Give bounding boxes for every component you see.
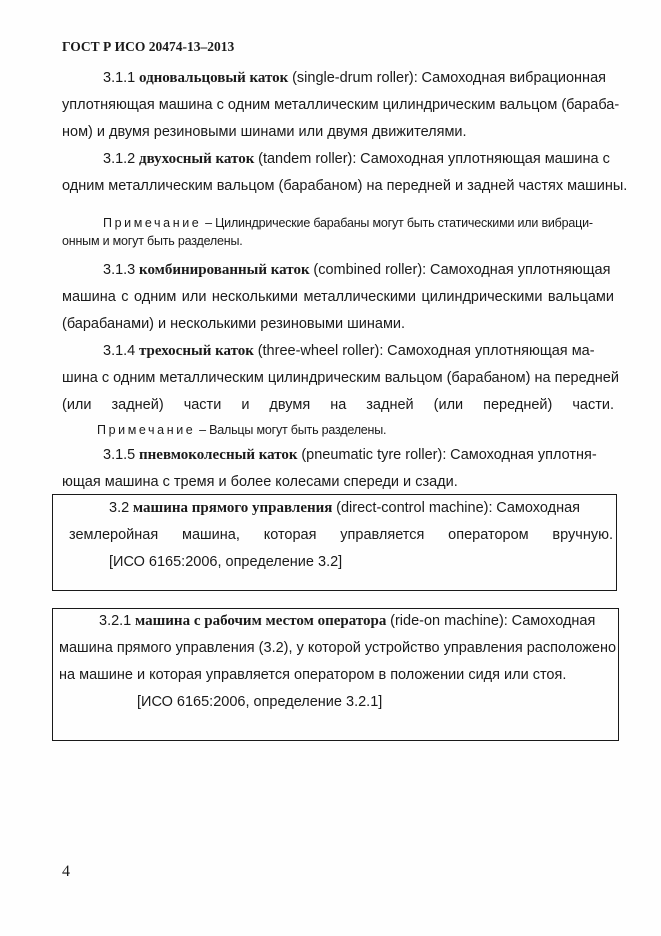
- term-english: (combined roller):: [313, 262, 427, 278]
- term-definition: (или задней) части и двумя на задней (или передней) части.: [62, 397, 614, 413]
- term-name: машина с рабочим местом оператора: [135, 613, 387, 629]
- term-definition: на машине и которая управляется оператором в положении сидя или стоя.: [59, 667, 567, 683]
- term-definition: ющая машина с тремя и более колесами спереди и сзади.: [62, 474, 458, 490]
- term-definition: машина прямого управления (3.2), у которой устройство управления расположено: [59, 640, 617, 656]
- term-name: двухосный каток: [139, 151, 255, 167]
- term-number: 3.1.2: [103, 151, 136, 167]
- term-number: 3.1.4: [103, 343, 136, 359]
- term-definition: Самоходная: [496, 500, 581, 516]
- term-definition: Самоходная вибрационная: [421, 70, 606, 86]
- note-text: – Цилиндрические барабаны могут быть статическими или вибраци-: [205, 216, 593, 230]
- term-definition: (барабанами) и несколькими резиновыми шинами.: [62, 316, 406, 332]
- term-number: 3.1.1: [103, 70, 136, 86]
- term-definition: одним металлическим вальцом (барабаном) на передней и задней частях машины.: [62, 178, 628, 194]
- term-box-3-2: [52, 494, 617, 591]
- term-name: пневмоколесный каток: [139, 447, 298, 463]
- term-english: (three-wheel roller):: [257, 343, 384, 359]
- term-name: трехосный каток: [139, 343, 254, 359]
- term-definition: Самоходная уплотня-: [450, 447, 597, 463]
- note-text: онным и могут быть разделены.: [62, 234, 243, 248]
- term-definition: машина с одним или несколькими металлическими цилиндрическими вальцами: [62, 289, 614, 305]
- term-english: (direct-control machine):: [336, 500, 493, 516]
- term-definition: Самоходная уплотняющая ма-: [387, 343, 595, 359]
- term-definition: Самоходная: [511, 613, 596, 629]
- page-number: 4: [62, 863, 70, 880]
- term-definition: землеройная машина, которая управляется оператором вручную.: [69, 527, 613, 543]
- term-english: (pneumatic tyre roller):: [301, 447, 447, 463]
- term-english: (ride-on machine):: [390, 613, 508, 629]
- term-box-3-2-1: [52, 608, 619, 741]
- term-reference: [ИСО 6165:2006, определение 3.2.1]: [137, 694, 383, 710]
- note-label: Примечание: [97, 423, 196, 437]
- term-number: 3.1.5: [103, 447, 136, 463]
- term-reference: [ИСО 6165:2006, определение 3.2]: [109, 554, 343, 570]
- term-definition: Самоходная уплотняющая: [429, 262, 611, 278]
- term-name: комбинированный каток: [139, 262, 310, 278]
- term-definition: шина с одним металлическим цилиндрическим вальцом (барабаном) на передней: [62, 370, 619, 386]
- term-number: 3.1.3: [103, 262, 136, 278]
- note-label: Примечание: [103, 216, 202, 230]
- term-number: 3.2: [109, 500, 130, 516]
- term-number: 3.2.1: [99, 613, 132, 629]
- term-name: машина прямого управления: [132, 500, 333, 516]
- note-2: [97, 421, 386, 439]
- term-name: одновальцовый каток: [139, 70, 289, 86]
- standard-header: ГОСТ Р ИСО 20474-13–2013: [62, 39, 235, 54]
- term-english: (tandem roller):: [258, 151, 357, 167]
- term-definition: ном) и двумя резиновыми шинами или двумя движителями.: [62, 124, 467, 140]
- term-definition: Самоходная уплотняющая машина с: [360, 151, 610, 167]
- term-english: (single-drum roller):: [292, 70, 418, 86]
- term-definition: уплотняющая машина с одним металлическим цилиндрическим вальцом (бараба-: [62, 97, 620, 113]
- note-text: – Вальцы могут быть разделены.: [199, 423, 387, 437]
